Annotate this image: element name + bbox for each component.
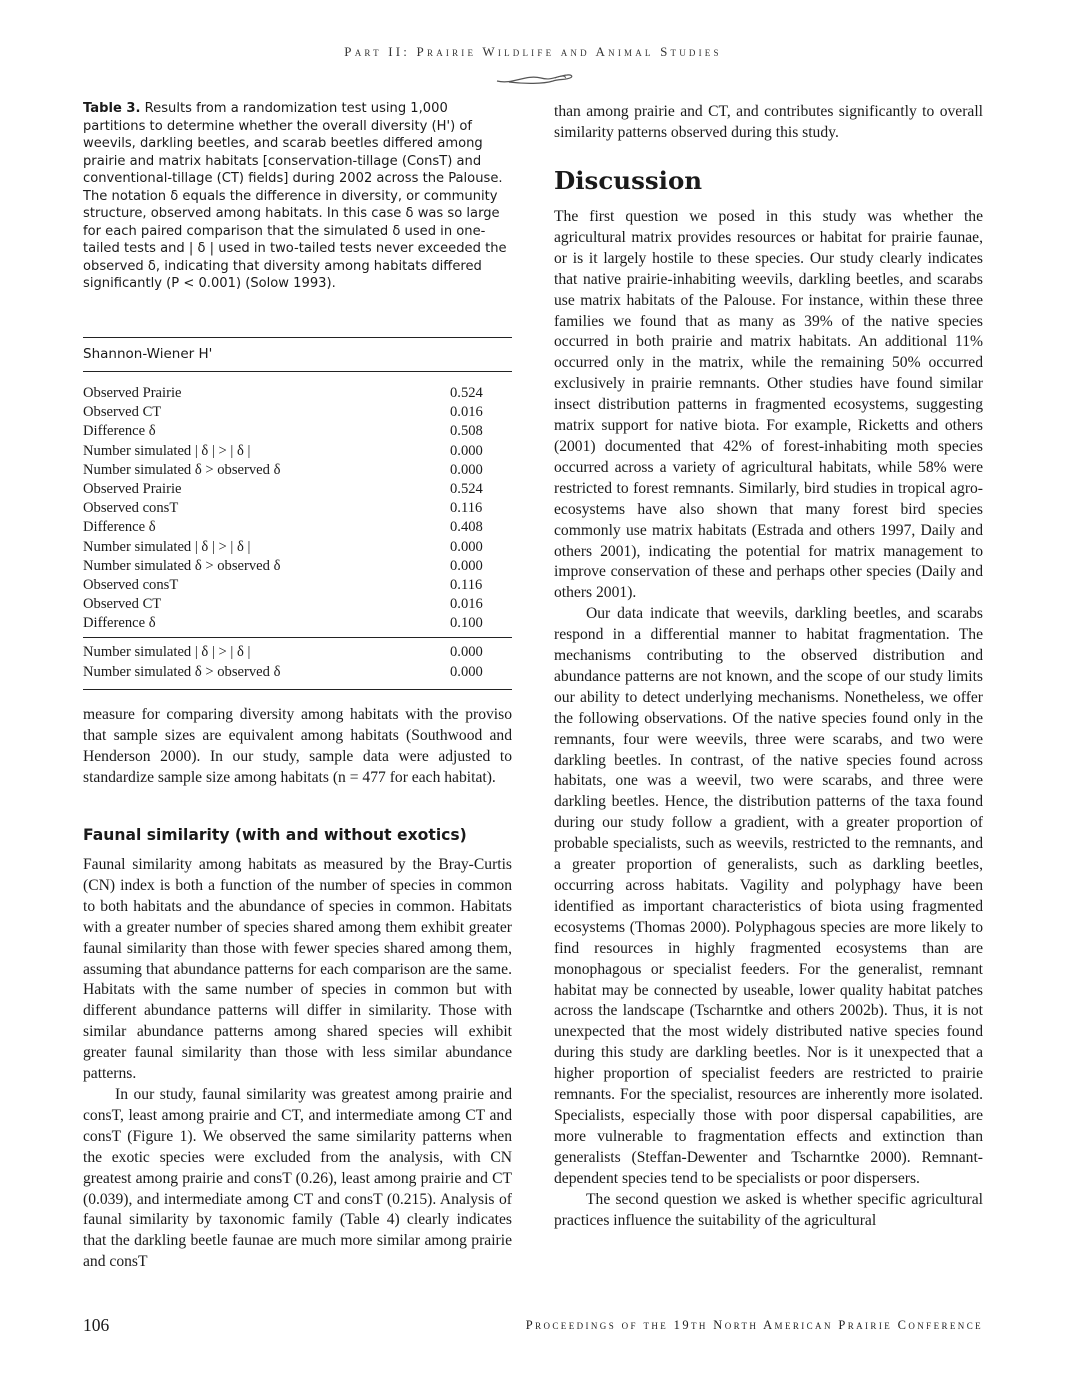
paragraph: than among prairie and CT, and contributes significantly to overall similarity patterns observed during this study. xyxy=(554,103,983,141)
right-column-discussion xyxy=(554,207,983,1231)
ornament-swash-icon xyxy=(495,72,575,86)
table-row xyxy=(83,576,512,595)
right-column-top xyxy=(554,102,983,144)
row-value: 0.116 xyxy=(450,500,483,517)
table-label: Table 3. xyxy=(83,101,141,116)
paragraph: The first question we posed in this study was whether the agricultural matrix provides resources or habitat for prairie faunae, or is it largely hostile to these species. Our study clearly indicates that native prairie-inhabiting weevils, darkling beetles, and scarabs use matrix habitats of the Palouse. For instance, within these three families we found that as many as 39% of the native species occurred in both prairie and matrix habitats. An additional 11% occurred only in the matrix, while the remaining 50% occurred exclusively in prairie remnants. Other studies have found similar insect distribution patterns in fragmented ecosystems, suggesting matrix support for native biota. For example, Ricketts and others (2001) documented that 42% of forest-inhabiting moth species occurred across a variety of agricultural habitats, while 58% were restricted to forest remnants. Similarly, bird studies in tropical agro-ecosystems have also shown that many forest bird species commonly use matrix habitats (Estrada and others 1997, Daily and others 2001), indicating the potential for matrix management to improve conservation of these and perhaps other species (Daily and others 2001). xyxy=(554,208,983,602)
row-label: Observed consT xyxy=(83,576,179,593)
row-value: 0.000 xyxy=(450,461,483,478)
row-value: 0.524 xyxy=(450,385,483,401)
row-label: Difference δ xyxy=(83,423,156,440)
row-label: Number simulated | δ | > | δ | xyxy=(83,644,251,661)
footer-conference-title: Proceedings of the 19th North American Prairie Conference xyxy=(525,1318,983,1332)
row-value: 0.000 xyxy=(450,663,483,680)
row-value: 0.100 xyxy=(450,615,483,632)
table-row xyxy=(83,538,512,557)
table-row xyxy=(83,480,512,499)
row-label: Number simulated | δ | > | δ | xyxy=(83,442,251,459)
table-body xyxy=(83,384,512,633)
table-row xyxy=(83,518,512,537)
table-column-header: Shannon-Wiener H' xyxy=(83,346,213,362)
section-subheading: Faunal similarity (with and without exotics) xyxy=(83,826,467,844)
row-value: 0.016 xyxy=(450,596,483,613)
row-label: Number simulated δ > observed δ xyxy=(83,663,281,680)
row-label: Difference δ xyxy=(83,519,156,536)
paragraph: measure for comparing diversity among habitats with the proviso that sample sizes are equivalent among habitats (Southwood and Henderson 2000). In our study, sample data were adjusted to standardize sample size among habitats (n = 477 for each habitat). xyxy=(83,706,512,786)
table-row xyxy=(83,595,512,614)
left-column-continued xyxy=(83,705,512,789)
paragraph: In our study, faunal similarity was greatest among prairie and consT, least among prairie and CT, and intermediate among CT and consT (Figure 1). We observed the same similarity patterns when the exotic species were excluded from the analysis, with CN greatest among prairie and consT (0.26), least among prairie and CT (0.039), and intermediate among CT and consT (0.215). Analysis of faunal similarity by taxonomic family (Table 4) clearly indicates that the darkling beetle faunae are much more similar among prairie and consT xyxy=(83,1085,512,1271)
paragraph: Our data indicate that weevils, darkling beetles, and scarabs respond in a differential manner to habitat fragmentation. The mechanisms contributing to the observed distribution and abundance patterns are not known, and the scope of our study limits our ability to detect underlying mechanisms. Nonetheless, we offer the following observations. Of the native species found only in the remnants, four were weevils, three were scarabs, and two were darkling beetles. In contrast, of the native species found across habitats, one was a weevil, two were scarabs, and three were darkling beetles. Hence, the distribution patterns of the taxa found during our study follow a gradient, with a greater proportion of probable specialists, such as weevils, restricted to the remnants, and a greater proportion of generalists, such as darkling beetles, occurring across habitats. Vagility and polyphagy have been identified as important characteristics of biota using fragmented ecosystems (Thomas 2000). Polyphagous species are more likely to find resources in highly fragmented ecosystems than are monophagous or specialist feeders. For the generalist, remnant habitat may be connected by useable, lower quality habitat patches across the landscape (Tscharntke and others 2002b). Thus, it is not unexpected that the most widely distributed native species found during this study are darkling beetles. Nor is it unexpected that a higher proportion of specialist feeders are restricted to prairie remnants. For the specialist, resources are inherently more isolated. Specialists, especially those with poor dispersal capabilities, are more vulnerable to fragmentation effects and extinction than generalists (Steffan-Dewenter and Tscharntke 2000). Remnant-dependent species tend to be specialists or poor dispersers. xyxy=(554,605,983,1187)
table-row xyxy=(83,461,512,480)
row-label: Observed CT xyxy=(83,404,162,421)
table-row xyxy=(83,663,512,682)
row-value: 0.000 xyxy=(450,538,483,555)
row-label: Number simulated | δ | > | δ | xyxy=(83,538,251,555)
table-row xyxy=(83,614,512,633)
table-row xyxy=(83,557,512,576)
table-row xyxy=(83,643,512,662)
row-value: 0.016 xyxy=(450,404,483,421)
table-caption xyxy=(83,100,513,293)
row-label: Observed consT xyxy=(83,500,179,517)
table-row xyxy=(83,442,512,461)
running-header: Part II: Prairie Wildlife and Animal Studies xyxy=(344,44,722,59)
paragraph: Faunal similarity among habitats as measured by the Bray-Curtis (CN) index is both a function of the number of species in common to both habitats and the abundance of species in common. Habitats with a greater number of species shared among them exhibit greater faunal similarity than those with fewer species shared among them, assuming that abundance patterns for each comparison are the same. Habitats with the same number of species in common but with different abundance patterns will differ in similarity. Those with similar abundance patterns among shared species will exhibit greater faunal similarity than those with less similar abundance patterns. xyxy=(83,856,512,1083)
row-value: 0.000 xyxy=(450,442,483,459)
table-row xyxy=(83,403,512,422)
row-label: Difference δ xyxy=(83,615,156,632)
table-row xyxy=(83,422,512,441)
section-heading-discussion: Discussion xyxy=(554,166,703,195)
row-value: 0.408 xyxy=(450,519,483,536)
row-label: Observed CT xyxy=(83,596,162,613)
row-label: Number simulated δ > observed δ xyxy=(83,557,281,574)
row-value: 0.524 xyxy=(450,480,483,497)
row-value: 0.508 xyxy=(450,423,483,440)
row-label: Observed Prairie xyxy=(83,385,182,401)
table-row xyxy=(83,499,512,518)
row-value: 0.000 xyxy=(450,557,483,574)
row-label: Number simulated δ > observed δ xyxy=(83,461,281,478)
row-label: Observed Prairie xyxy=(83,480,182,497)
table-body-final xyxy=(83,643,512,681)
table-caption-text: Results from a randomization test using 1,000 partitions to determine whether the overall diversity (H') of weevils, darkling beetles, and scarab beetles differed among prairie and matrix habitats [conservation-tillage (ConsT) and conventional-tillage (CT) fields] during 2002 across the Palouse. The notation δ equals the difference in diversity, or community structure, observed among habitats. In this case δ was so large for each paired comparison that the simulated δ used in one-tailed tests and | δ | used in two-tailed tests never exceeded the observed δ, indicating that diversity among habitats differed significantly (P < 0.001) (Solow 1993). xyxy=(83,101,507,291)
left-column-faunal xyxy=(83,855,512,1273)
row-value: 0.116 xyxy=(450,576,483,593)
row-value: 0.000 xyxy=(450,644,483,661)
paragraph: The second question we asked is whether specific agricultural practices influence the suitability of the agricultural xyxy=(554,1190,983,1229)
page-number: 106 xyxy=(83,1315,110,1335)
diversity-table xyxy=(83,337,512,690)
table-row xyxy=(83,384,512,403)
